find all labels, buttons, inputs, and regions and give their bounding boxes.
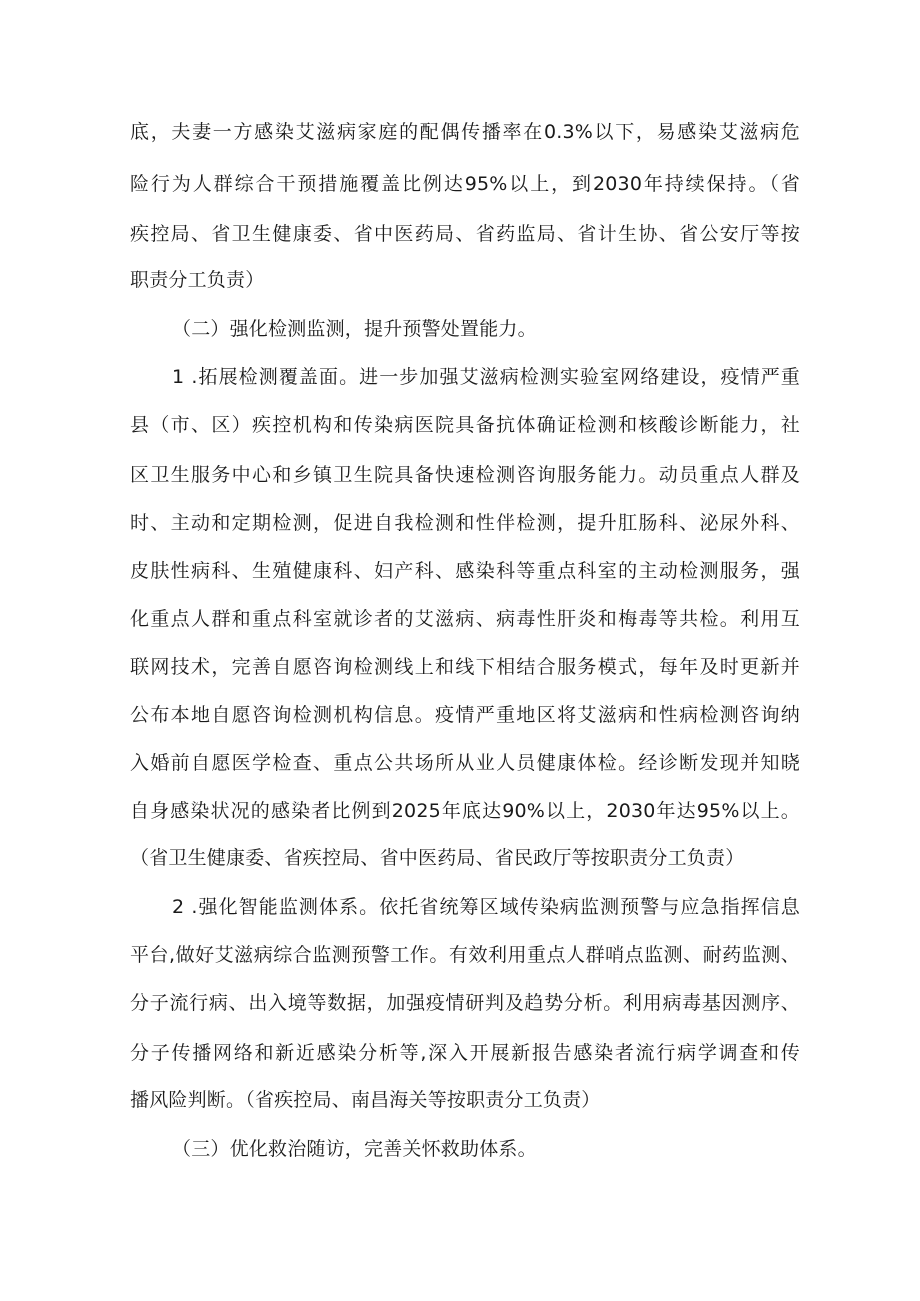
- item-1-line-2: 县（市、区）疾控机构和传染病医院具备抗体确证检测和核酸诊断能力，社: [130, 414, 800, 436]
- item-1-line-8: 公布本地自愿咨询检测机构信息。疫情严重地区将艾滋病和性病检测咨询纳: [130, 704, 800, 726]
- item-1-line-10: 自身感染状况的感染者比例到2025年底达90%以上，2030年达95%以上。: [130, 800, 800, 822]
- item-2-line-3: 分子流行病、出入境等数据，加强疫情研判及趋势分析。利用病毒基因测序、: [130, 992, 800, 1014]
- item-1-line-3: 区卫生服务中心和乡镇卫生院具备快速检测咨询服务能力。动员重点人群及: [130, 464, 800, 486]
- item-2-line-2: 平台,做好艾滋病综合监测预警工作。有效利用重点人群哨点监测、耐药监测、: [130, 944, 800, 966]
- paragraph-1-line-1: 底，夫妻一方感染艾滋病家庭的配偶传播率在0.3%以下，易感染艾滋病危: [130, 121, 800, 143]
- section-3-heading: （三）优化救治随访，完善关怀救助体系。: [172, 1138, 537, 1160]
- item-2-line-4: 分子传播网络和新近感染分析等,深入开展新报告感染者流行病学调查和传: [130, 1042, 800, 1064]
- item-1-line-1: 1 .拓展检测覆盖面。进一步加强艾滋病检测实验室网络建设，疫情严重: [172, 366, 800, 388]
- paragraph-1-line-3: 疾控局、省卫生健康委、省中医药局、省药监局、省计生协、省公安厅等按: [130, 223, 800, 245]
- item-1-line-11: （省卫生健康委、省疾控局、省中医药局、省民政厅等按职责分工负责）: [130, 847, 745, 869]
- paragraph-1-line-4: 职责分工负责）: [130, 269, 265, 291]
- item-1-line-4: 时、主动和定期检测，促进自我检测和性伴检测，提升肛肠科、泌尿外科、: [130, 512, 800, 534]
- section-2-heading: （二）强化检测监测，提升预警处置能力。: [172, 318, 537, 340]
- item-1-line-9: 入婚前自愿医学检查、重点公共场所从业人员健康体检。经诊断发现并知晓: [130, 752, 800, 774]
- item-2-line-5: 播风险判断。（省疾控局、南昌海关等按职责分工负责）: [130, 1089, 601, 1111]
- item-2-line-1: 2 .强化智能监测体系。依托省统筹区域传染病监测预警与应急指挥信息: [172, 896, 800, 918]
- item-1-line-6: 化重点人群和重点科室就诊者的艾滋病、病毒性肝炎和梅毒等共检。利用互: [130, 608, 800, 630]
- item-1-line-5: 皮肤性病科、生殖健康科、妇产科、感染科等重点科室的主动检测服务，强: [130, 560, 800, 582]
- item-1-line-7: 联网技术，完善自愿咨询检测线上和线下相结合服务模式，每年及时更新并: [130, 656, 800, 678]
- paragraph-1-line-2: 险行为人群综合干预措施覆盖比例达95%以上，到2030年持续保持。（省: [130, 173, 800, 195]
